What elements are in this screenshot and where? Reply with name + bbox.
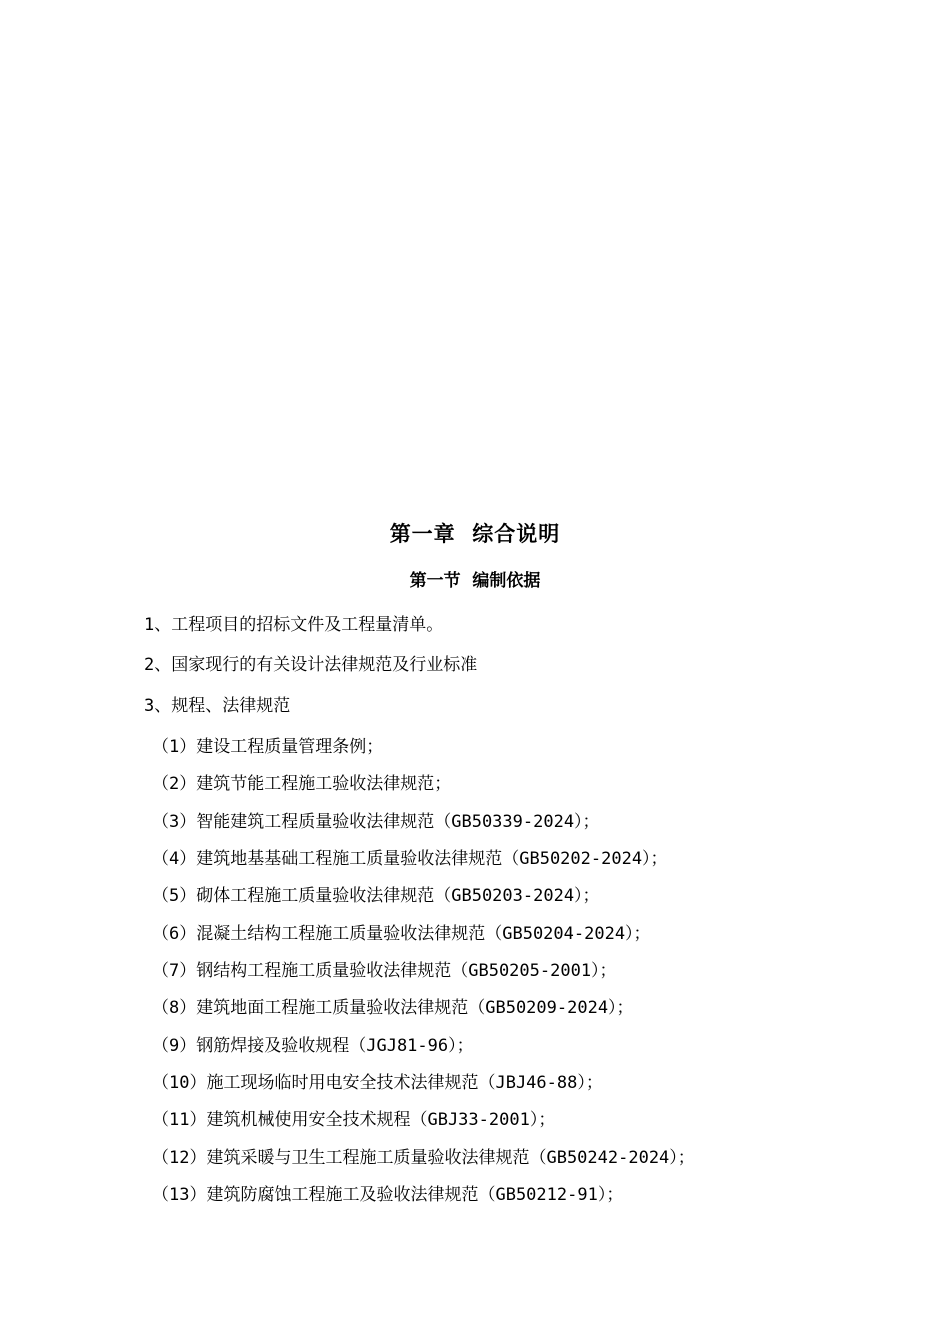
sub-list-item: （8）建筑地面工程施工质量验收法律规范（GB50209-2024）； [152, 998, 634, 1018]
section-title: 第一节 编制依据 [409, 571, 541, 591]
sub-list-item: （10）施工现场临时用电安全技术法律规范（JBJ46-88）； [152, 1073, 603, 1093]
sub-list-item: （4）建筑地基基础工程施工质量验收法律规范（GB50202-2024）； [152, 849, 668, 869]
sub-list-item: （5）砌体工程施工质量验收法律规范（GB50203-2024）； [152, 886, 600, 906]
sub-list-item: （13）建筑防腐蚀工程施工及验收法律规范（GB50212-91）； [152, 1185, 624, 1205]
sub-list-item: （2）建筑节能工程施工验收法律规范； [152, 774, 452, 794]
list-item: 3、规程、法律规范 [144, 696, 291, 716]
sub-list-item: （12）建筑采暖与卫生工程施工质量验收法律规范（GB50242-2024）； [152, 1148, 695, 1168]
chapter-title: 第一章 综合说明 [389, 522, 561, 546]
sub-list-item: （3）智能建筑工程质量验收法律规范（GB50339-2024）； [152, 812, 600, 832]
list-item: 2、国家现行的有关设计法律规范及行业标准 [144, 655, 478, 675]
sub-list-item: （9）钢筋焊接及验收规程（JGJ81-96）； [152, 1036, 474, 1056]
sub-list-item: （11）建筑机械使用安全技术规程（GBJ33-2001）； [152, 1110, 556, 1130]
sub-list-item: （1）建设工程质量管理条例； [152, 737, 384, 757]
sub-list-item: （7）钢结构工程施工质量验收法律规范（GB50205-2001）； [152, 961, 617, 981]
sub-list-item: （6）混凝土结构工程施工质量验收法律规范（GB50204-2024）； [152, 924, 651, 944]
list-item: 1、工程项目的招标文件及工程量清单。 [144, 615, 444, 635]
